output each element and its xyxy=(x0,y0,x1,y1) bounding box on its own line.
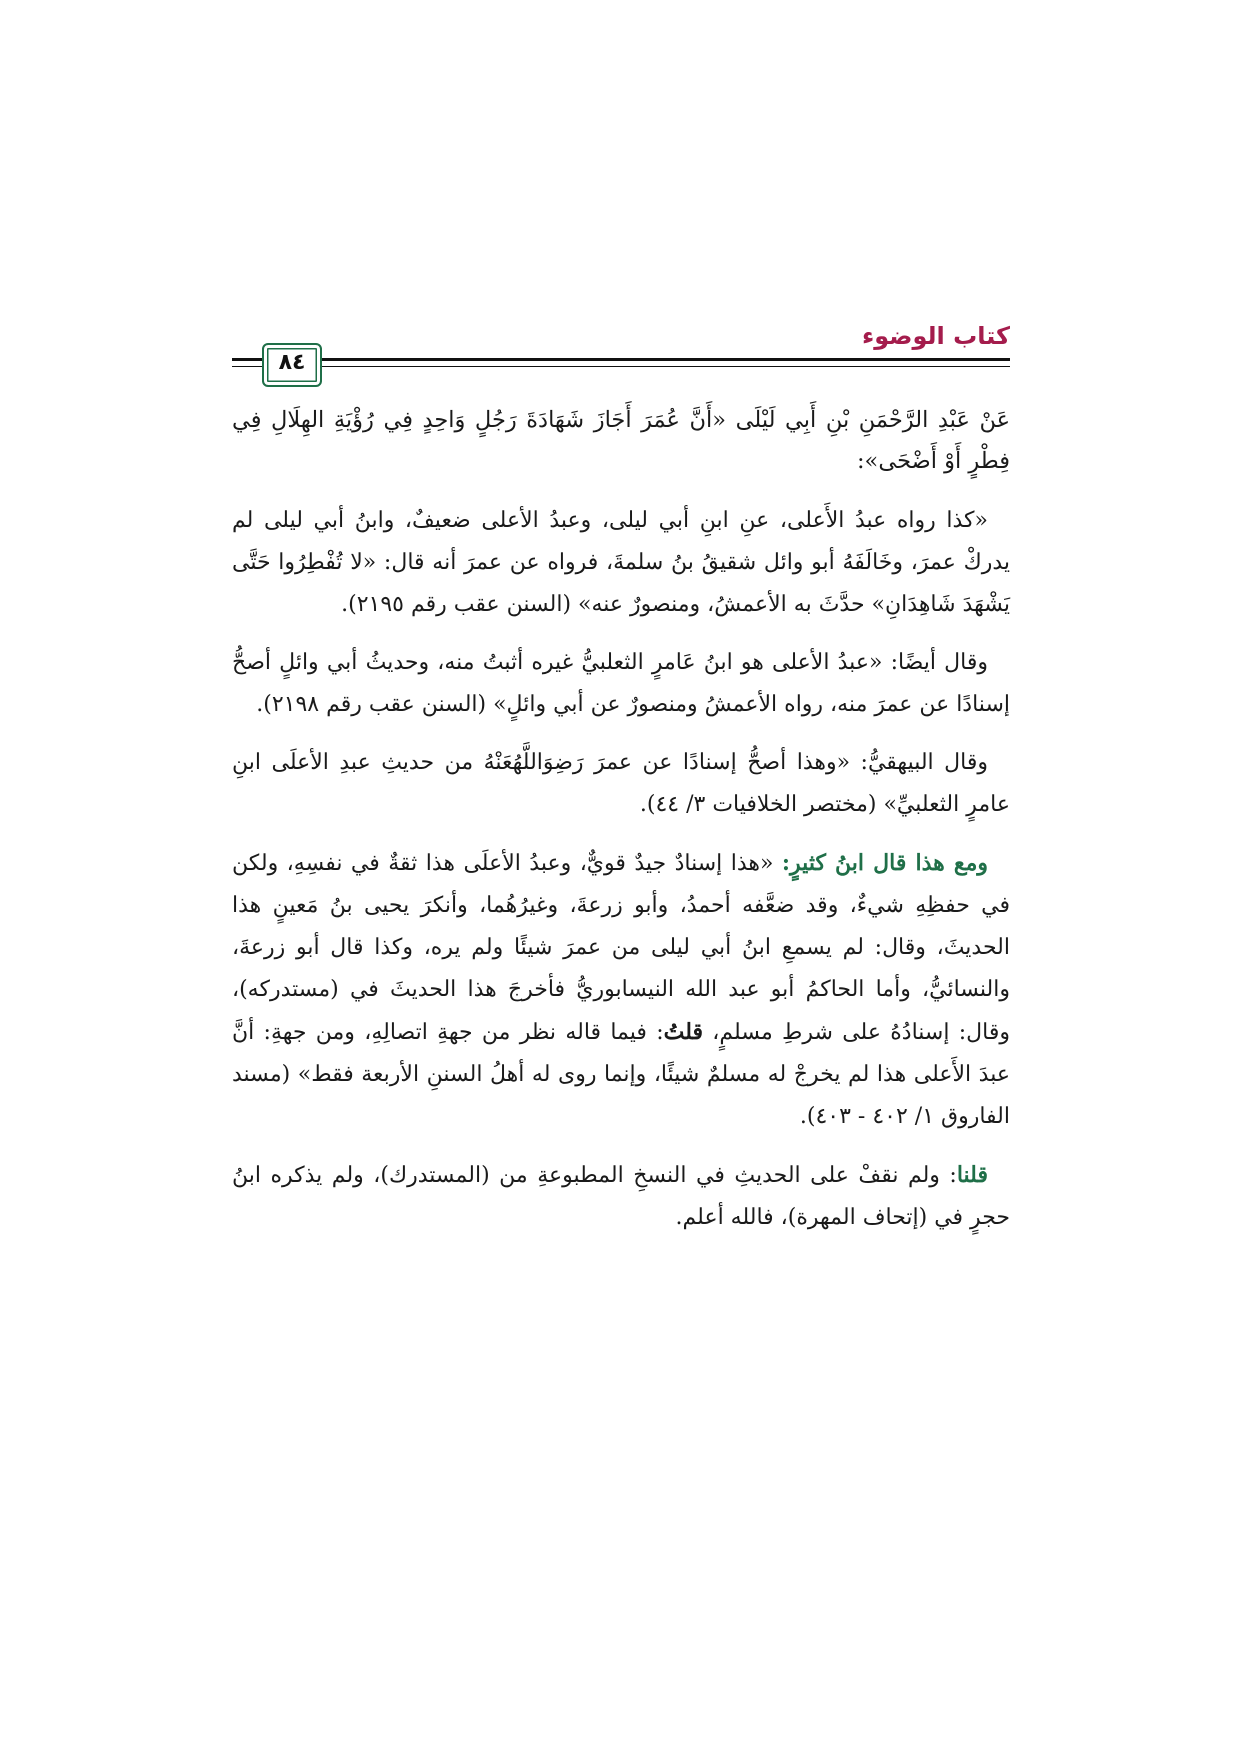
ibn-kathir-lead: ومع هذا قال ابنُ كثيرٍ: xyxy=(781,850,988,876)
ibn-kathir-quote-a: «هذا إسنادٌ جيدٌ قويٌّ، وعبدُ الأعلَى هذا ثقةٌ في نفسِهِ، ولكن في حفظِهِ شيءٌ، وقد ضعَّفه أحمدُ، وأبو زرعةَ، وغيرُهُما، وأنكرَ يحيى بنُ مَعينٍ هذا الحديثَ، وقال: لم يسمعِ ابنُ أبي ليلى من عمرَ شيئًا ولم يره، وكذا قال أبو زرعةَ، والنسائيُّ، وأما الحاكمُ أبو عبد الله النيسابوريُّ فأخرجَ هذا الحديثَ في (مستدركه)، وقال: إسنادُهُ على شرطِ مسلمٍ، xyxy=(232,851,1010,1045)
ibn-kathir-quote-b: : فيما قاله نظر من جهةِ اتصالِهِ، ومن جهةِ: أنَّ عبدَ الأَعلى هذا لم يخرجْ له مسلمٌ شيئًا، وإنما روى له أهلُ السننِ الأربعة فقط» (مسند الفاروق ١/ ٤٠٢ - ٤٠٣). xyxy=(232,1020,1010,1129)
page-number: ٨٤ xyxy=(278,350,306,375)
paragraph-3: وقال البيهقيُّ: «وهذا أصحُّ إسنادًا عن عمرَ رَضِوَاللَّهُعَنْهُ من حديثِ عبدِ الأعلَى ابنِ عامرٍ الثعلبيِّ» (مختصر الخلافيات ٣/ ٤٤). xyxy=(232,750,1010,817)
page-header xyxy=(232,322,1010,386)
header-rule-thick xyxy=(232,358,1010,361)
page-number-frame xyxy=(262,343,322,387)
header-rule-thin xyxy=(232,366,1010,367)
hadith-text: عَنْ عَبْدِ الرَّحْمَنِ بْنِ أَبِي لَيْلَى «أَنَّ عُمَرَ أَجَازَ شَهَادَةَ رَجُلٍ وَاحِدٍ فِي رُؤْيَةِ الهِلَالِ فِي فِطْرٍ أَوْ أَضْحَى»: xyxy=(232,407,1010,474)
paragraph-5 xyxy=(232,1154,1010,1239)
qulna-lead: قلنا xyxy=(956,1162,988,1188)
paragraph-2: وقال أيضًا: «عبدُ الأعلى هو ابنُ عَامرٍ الثعلبيُّ غيره أثبتُ منه، وحديثُ أبي وائلٍ أصحُّ إسنادًا عن عمرَ منه، رواه الأعمشُ ومنصورٌ عن أبي وائلٍ» (السنن عقب رقم ٢١٩٨). xyxy=(232,650,1010,717)
page-body xyxy=(232,400,1010,1255)
paragraph-4 xyxy=(232,842,1010,1138)
paragraph-1: «كذا رواه عبدُ الأَعلى، عنِ ابنِ أبي ليلى، وعبدُ الأعلى ضعيفٌ، وابنُ أبي ليلى لم يدركْ عمرَ، وخَالَفَهُ أبو وائل شقيقُ بنُ سلمةَ، فرواه عن عمرَ أنه قال: «لا تُفْطِرُوا حَتَّى يَشْهَدَ شَاهِدَانِ» حدَّثَ به الأعمشُ، ومنصورٌ عنه» (السنن عقب رقم ٢١٩٥). xyxy=(232,508,1010,617)
book-title: كتاب الوضوء xyxy=(861,322,1010,350)
qulna-text: : ولم نقفْ على الحديثِ في النسخِ المطبوعةِ من (المستدرك)، ولم يذكره ابنُ حجرٍ في (إتحاف المهرة)، فالله أعلم. xyxy=(232,1163,1010,1230)
qultu-word: قلتُ xyxy=(663,1019,704,1045)
